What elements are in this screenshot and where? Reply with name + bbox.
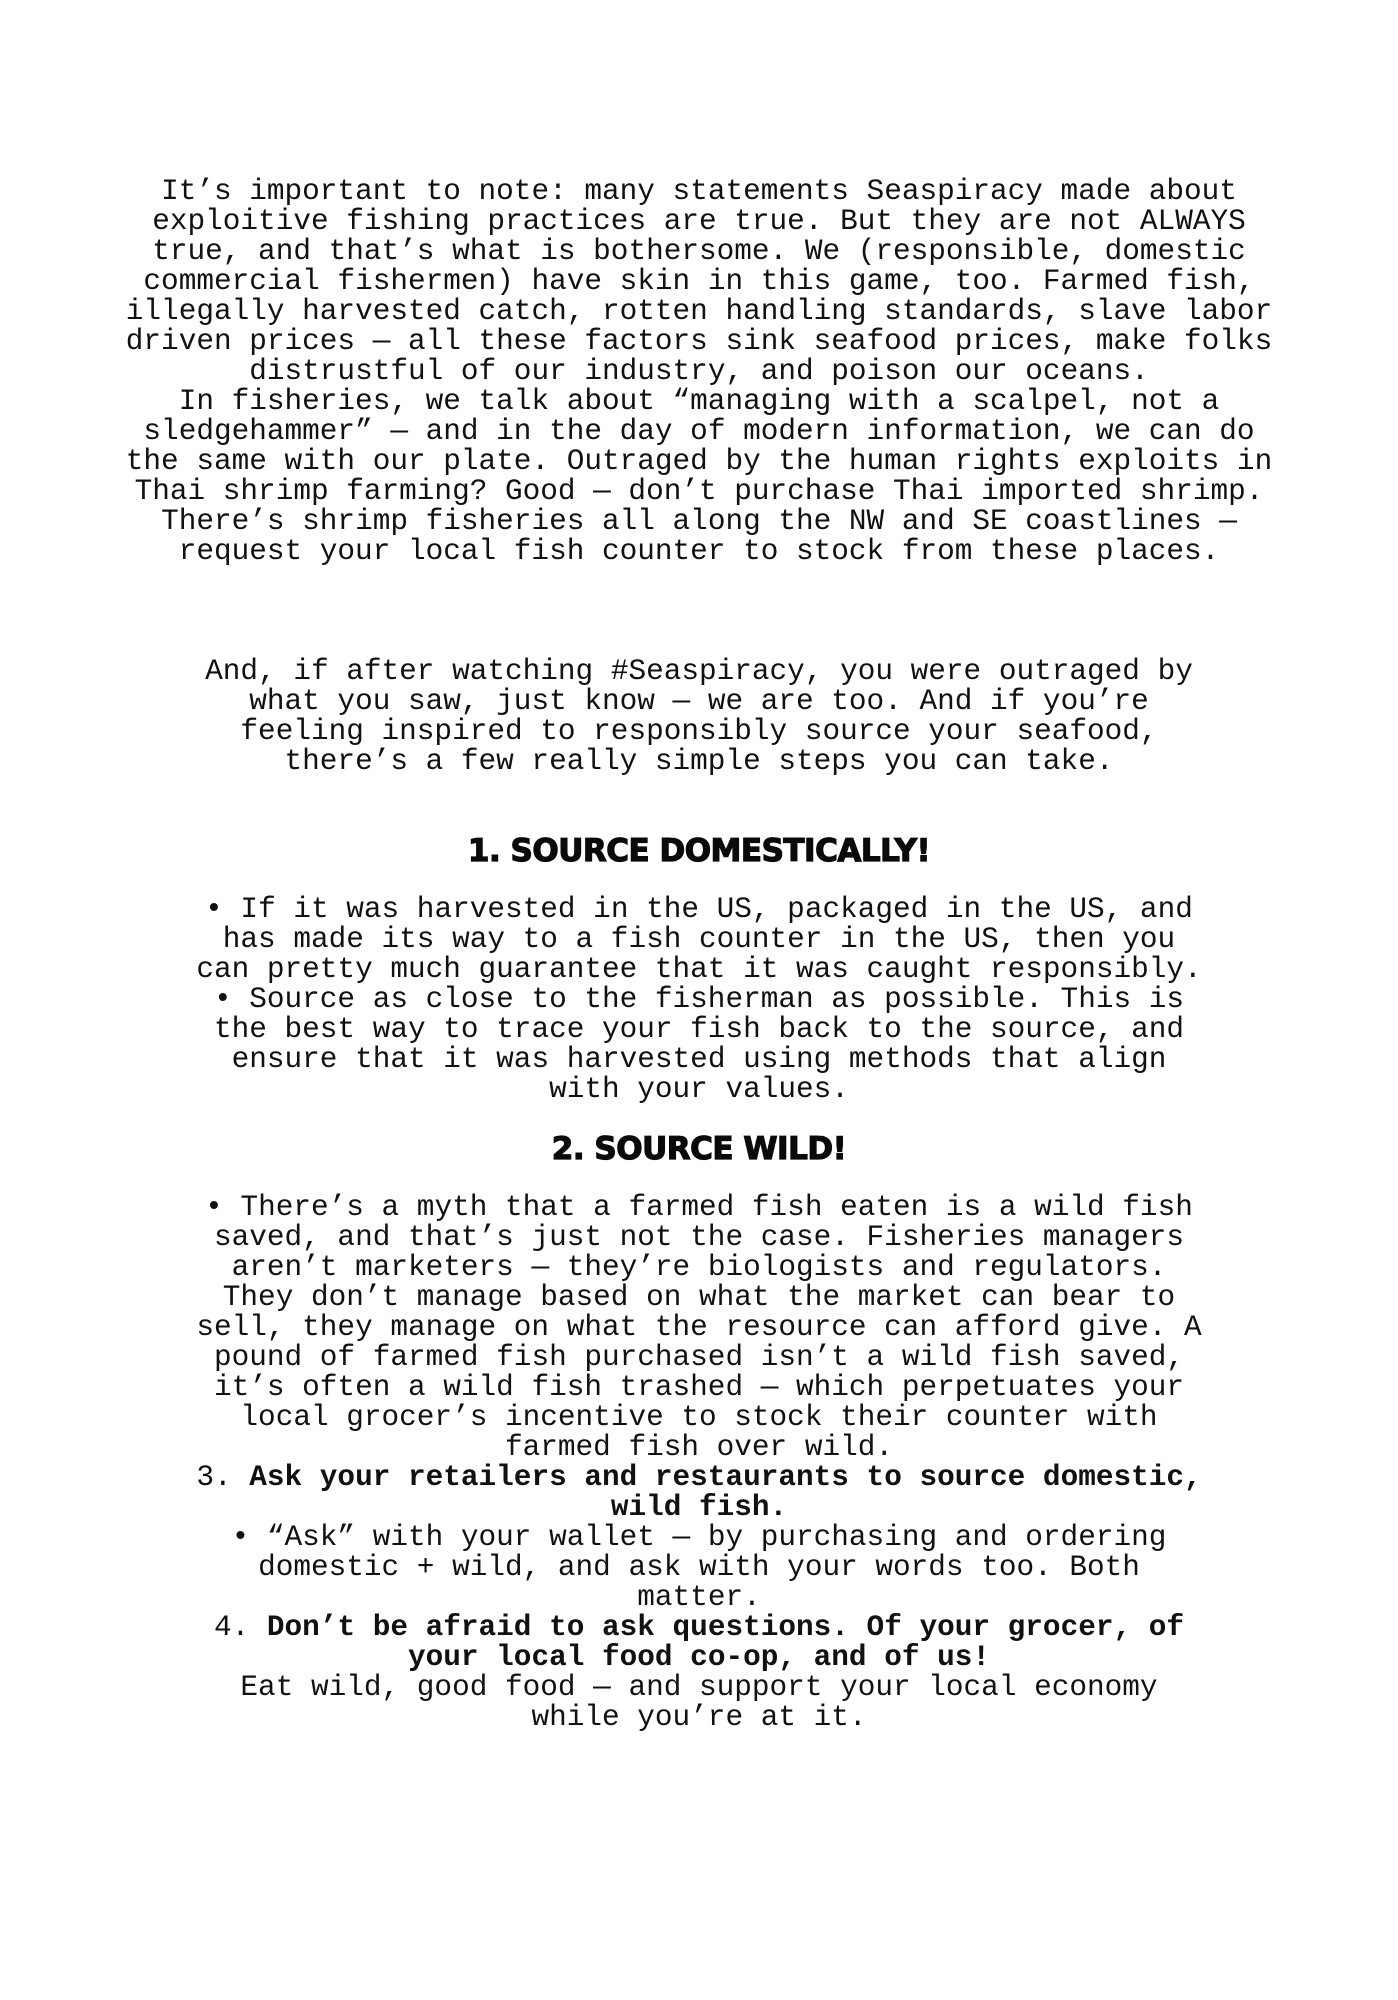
text-line: local grocer’s incentive to stock their counter with [240, 1401, 1158, 1434]
text-line: In fisheries, we talk about “managing with a scalpel, not a [178, 385, 1220, 418]
text-line: domestic + wild, and ask with your words too. Both [258, 1551, 1140, 1584]
text-line: They don’t manage based on what the market can bear to [222, 1281, 1176, 1314]
text-line: exploitive fishing practices are true. But they are not ALWAYS [152, 205, 1246, 238]
text-line: with your values. [549, 1073, 849, 1106]
closing-intro-paragraph [0, 657, 1398, 777]
text-line: true, and that’s what is bothersome. We (responsible, domestic [152, 235, 1246, 268]
text-line: farmed fish over wild. [504, 1431, 894, 1464]
step4-number: 4. [213, 1611, 250, 1644]
text-line: commercial fishermen) have skin in this game, too. Farmed fish, [143, 265, 1255, 298]
text-line: • Source as close to the fisherman as possible. This is [213, 983, 1185, 1016]
step3-title-line1: Ask your retailers and restaurants to source domestic, [249, 1461, 1202, 1494]
text-line: matter. [637, 1581, 761, 1614]
text-line: what you saw, just know — we are too. And if you’re [249, 685, 1149, 718]
step4-title-line2: your local food co-op, and of us! [407, 1641, 991, 1674]
step1-heading: 1. SOURCE DOMESTICALLY! [467, 833, 931, 869]
text-line: • If it was harvested in the US, packaged in the US, and [205, 893, 1193, 926]
step2-body [0, 1193, 1398, 1733]
text-line: saved, and that’s just not the case. Fisheries managers [213, 1221, 1185, 1254]
text-line: sell, they manage on what the resource can afford give. A [196, 1311, 1202, 1344]
step1-body [0, 895, 1398, 1105]
text-line: distrustful of our industry, and poison our oceans. [249, 355, 1149, 388]
text-line: • There’s a myth that a farmed fish eaten is a wild fish [205, 1191, 1193, 1224]
step3-title [0, 1463, 1398, 1493]
text-line: illegally harvested catch, rotten handling standards, slave labor [125, 295, 1273, 328]
step4-title-line1: Don’t be afraid to ask questions. Of your grocer, of [266, 1611, 1185, 1644]
outro-line: Eat wild, good food — and support your local economy [240, 1671, 1158, 1704]
text-line: request your local fish counter to stock from these places. [178, 535, 1220, 568]
intro-paragraph-1 [0, 177, 1398, 387]
text-line: there’s a few really simple steps you can take. [284, 745, 1114, 778]
text-line: aren’t marketers — they’re biologists and regulators. [231, 1251, 1167, 1284]
text-line: pound of farmed fish purchased isn’t a wild fish saved, [213, 1341, 1185, 1374]
text-line: the best way to trace your fish back to the source, and [213, 1013, 1185, 1046]
text-line: it’s often a wild fish trashed — which perpetuates your [213, 1371, 1185, 1404]
step2-heading: 2. SOURCE WILD! [551, 1131, 847, 1167]
text-line: It’s important to note: many statements Seaspiracy made about [161, 175, 1237, 208]
text-line: And, if after watching #Seaspiracy, you were outraged by [205, 655, 1193, 688]
step4-title [0, 1613, 1398, 1643]
text-line: the same with our plate. Outraged by the human rights exploits in [125, 445, 1273, 478]
text-line: Thai shrimp farming? Good — don’t purchase Thai imported shrimp. [134, 475, 1264, 508]
intro-paragraph-2 [0, 387, 1398, 567]
text-line: • “Ask” with your wallet — by purchasing and ordering [231, 1521, 1167, 1554]
text-line: ensure that it was harvested using methods that align [231, 1043, 1167, 1076]
text-line: driven prices — all these factors sink seafood prices, make folks [125, 325, 1273, 358]
outro-line: while you’re at it. [531, 1701, 867, 1734]
text-line: There’s shrimp fisheries all along the NW and SE coastlines — [161, 505, 1237, 538]
text-line: feeling inspired to responsibly source your seafood, [240, 715, 1158, 748]
text-line: can pretty much guarantee that it was caught responsibly. [196, 953, 1202, 986]
step3-title-line2: wild fish. [610, 1491, 788, 1524]
text-line: sledgehammer” — and in the day of modern information, we can do [143, 415, 1255, 448]
text-line: has made its way to a fish counter in the US, then you [222, 923, 1176, 956]
step3-number: 3. [196, 1461, 232, 1494]
